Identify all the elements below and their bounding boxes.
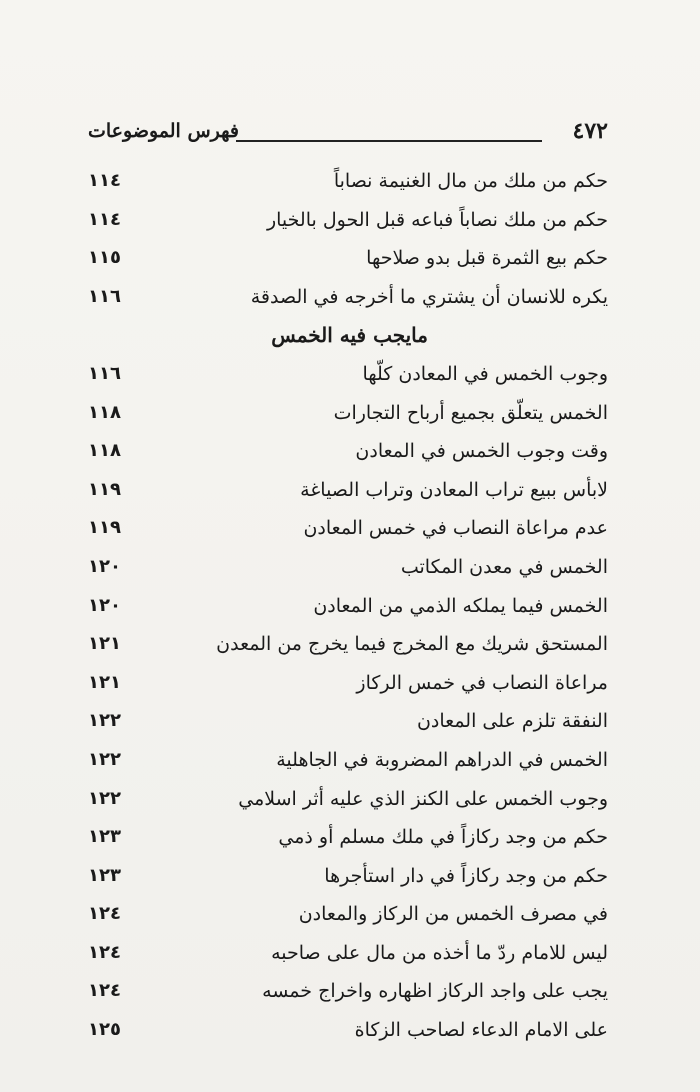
toc-entry [88, 780, 608, 819]
toc-entry-page-number: ١١٤ [88, 208, 121, 230]
toc-entry-title: وجوب الخمس على الكنز الذي عليه أثر اسلامي [238, 787, 608, 810]
toc-entry-title: الخمس يتعلّق بجميع أرباح التجارات [333, 401, 608, 424]
toc-entry-title: حكم من ملك نصاباً فباعه قبل الحول بالخيار [266, 208, 608, 231]
toc-entry [88, 702, 608, 741]
toc-entry-title: على الامام الدعاء لصاحب الزكاة [354, 1019, 608, 1042]
toc-entry [88, 741, 608, 780]
toc-entry-page-number: ١١٥ [88, 247, 121, 269]
toc-entry-title: يجب على واجد الركاز اظهاره واخراج خمسه [262, 980, 608, 1003]
toc-entry-page-number: ١١٨ [88, 401, 121, 423]
toc-entry-page-number: ١٢٢ [88, 787, 121, 809]
toc-entry-title: وقت وجوب الخمس في المعادن [355, 440, 608, 463]
toc-entry-page-number: ١٢٠ [88, 555, 121, 577]
page-header [88, 118, 608, 158]
page-number: ٤٧٢ [572, 118, 608, 144]
toc-entry [88, 857, 608, 896]
section-heading: مايجب فيه الخمس [271, 323, 428, 348]
toc-entry-page-number: ١١٦ [88, 362, 121, 384]
toc-entry-title: عدم مراعاة النصاب في خمس المعادن [303, 517, 608, 540]
toc-entry-page-number: ١٢٤ [88, 941, 121, 963]
toc-entry [88, 587, 608, 626]
header-title: فهرس الموضوعات [88, 120, 239, 142]
toc-entry-title: المستحق شريك مع المخرج فيما يخرج من المعدن [216, 633, 608, 656]
toc-entry-title: النفقة تلزم على المعادن [416, 710, 608, 733]
toc-entry-page-number: ١١٩ [88, 517, 121, 539]
toc-entry-page-number: ١١٤ [88, 170, 121, 191]
toc-entry [88, 895, 608, 934]
toc-entry [88, 934, 608, 973]
toc-entry [88, 239, 608, 278]
toc-entry-page-number: ١١٨ [88, 440, 121, 462]
toc-entry-page-number: ١٢٠ [88, 594, 121, 616]
toc-entry [88, 355, 608, 394]
toc-entry [88, 432, 608, 471]
toc-entry [88, 1011, 608, 1050]
toc-entry-page-number: ١٢١ [88, 671, 121, 693]
toc-entry [88, 972, 608, 1011]
toc-entry-page-number: ١٢٣ [88, 826, 121, 848]
toc-entry-title: مراعاة النصاب في خمس الركاز [356, 671, 608, 694]
toc-entry-page-number: ١٢٣ [88, 864, 121, 886]
toc-entry [88, 625, 608, 664]
toc-entry [88, 818, 608, 857]
toc-entry-title: حكم من ملك من مال الغنيمة نصاباً [333, 170, 608, 192]
toc-entry-title: حكم من وجد ركازاً في ملك مسلم أو ذمي [278, 826, 608, 849]
toc-entry-title: ليس للامام ردّ ما أخذه من مال على صاحبه [271, 941, 608, 964]
toc-entry [88, 278, 608, 317]
toc-entry-title: الخمس فيما يملكه الذمي من المعادن [313, 594, 608, 617]
toc-entry-title: الخمس في معدن المكاتب [400, 555, 608, 578]
toc-entry-page-number: ١٢٢ [88, 710, 121, 732]
header-rule [236, 140, 542, 142]
toc-entry-title: يكره للانسان أن يشتري ما أخرجه في الصدقة [250, 285, 608, 308]
toc-entry-page-number: ١٢٤ [88, 903, 121, 925]
toc-entry-title: وجوب الخمس في المعادن كلّها [362, 362, 608, 385]
toc-entry-page-number: ١٢٤ [88, 980, 121, 1002]
toc-entry [88, 201, 608, 240]
toc-entry-title: الخمس في الدراهم المضروبة في الجاهلية [276, 748, 608, 771]
toc-entry-page-number: ١١٩ [88, 478, 121, 500]
toc-entry-title: لابأس ببيع تراب المعادن وتراب الصياغة [300, 478, 608, 501]
toc-entry-page-number: ١٢٥ [88, 1019, 121, 1041]
toc-entry [88, 471, 608, 510]
toc-entry-title: حكم من وجد ركازاً في دار استأجرها [324, 864, 608, 887]
toc-entry [88, 394, 608, 433]
toc-entry [88, 548, 608, 587]
toc-entry-page-number: ١٢١ [88, 633, 121, 655]
toc-entry-page-number: ١١٦ [88, 285, 121, 307]
toc-entry-title: في مصرف الخمس من الركاز والمعادن [298, 903, 608, 926]
table-of-contents [88, 162, 608, 1050]
toc-entry [88, 509, 608, 548]
toc-entry [88, 162, 608, 201]
toc-entry-page-number: ١٢٢ [88, 748, 121, 770]
toc-entry [88, 664, 608, 703]
toc-entry-title: حكم بيع الثمرة قبل بدو صلاحها [366, 247, 608, 270]
